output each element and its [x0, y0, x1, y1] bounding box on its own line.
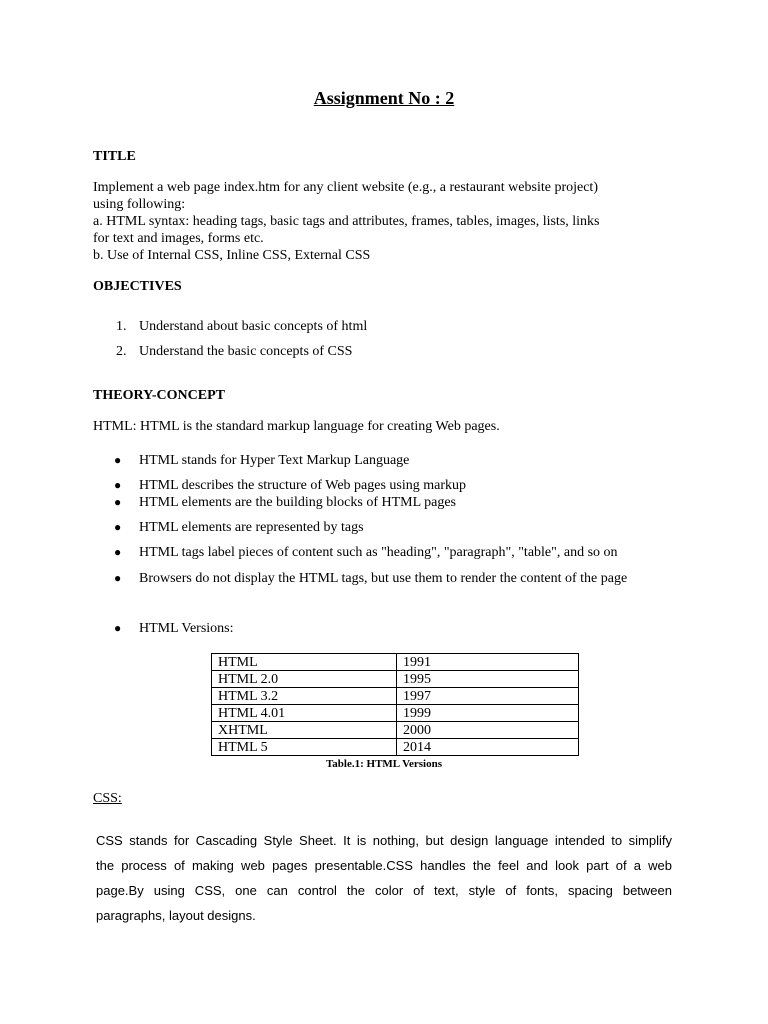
table-cell: HTML 3.2 [212, 688, 397, 705]
table-row [212, 671, 579, 688]
title-line: b. Use of Internal CSS, Inline CSS, External CSS [93, 248, 371, 263]
table-caption: Table.1: HTML Versions [325, 758, 443, 770]
bullet-icon: ● [114, 520, 122, 534]
bullet-icon: ● [114, 453, 122, 467]
objective-item [116, 343, 352, 360]
table-cell: HTML 5 [212, 739, 397, 756]
css-line: CSS stands for Cascading Style Sheet. It is nothing, but design language intended to simplify [96, 833, 672, 848]
title-line: a. HTML syntax: heading tags, basic tags and attributes, frames, tables, images, lists, links [93, 214, 600, 229]
table-cell: HTML [212, 654, 397, 671]
title-description [93, 179, 673, 264]
table-row [212, 688, 579, 705]
bullet-text: HTML tags label pieces of content such as "heading", "paragraph", "table", and so on [139, 545, 618, 560]
theory-heading: THEORY-CONCEPT [93, 388, 226, 403]
bullet-text: Browsers do not display the HTML tags, but use them to render the content of the page [139, 571, 628, 586]
objective-text: Understand about basic concepts of html [139, 319, 368, 334]
bullet-icon: ● [114, 621, 122, 635]
table-row [212, 705, 579, 722]
bullet-icon: ● [114, 495, 122, 509]
css-line: page.By using CSS, one can control the color of text, style of fonts, spacing between [96, 883, 672, 898]
table-row [212, 722, 579, 739]
bullet-text: HTML elements are the building blocks of HTML pages [139, 495, 456, 510]
objectives-heading: OBJECTIVES [93, 279, 182, 294]
table-cell: 1999 [397, 705, 579, 722]
table-cell: XHTML [212, 722, 397, 739]
css-line: paragraphs, layout designs. [96, 908, 256, 923]
bullet-text: HTML elements are represented by tags [139, 520, 364, 535]
css-paragraph [96, 828, 672, 928]
theory-intro: HTML: HTML is the standard markup language for creating Web pages. [93, 419, 500, 434]
assignment-title: Assignment No : 2 [313, 88, 455, 108]
title-heading: TITLE [93, 149, 136, 164]
objective-number: 1. [116, 319, 127, 334]
table-cell: 1995 [397, 671, 579, 688]
objective-number: 2. [116, 344, 127, 359]
title-line: using following: [93, 197, 186, 212]
table-cell: 2000 [397, 722, 579, 739]
bullet-icon: ● [114, 571, 122, 585]
title-line: Implement a web page index.htm for any client website (e.g., a restaurant website project) [93, 180, 598, 195]
table-row [212, 739, 579, 756]
bullet-text: HTML Versions: [139, 621, 234, 636]
css-heading: CSS: [93, 791, 122, 806]
table-cell: 1991 [397, 654, 579, 671]
bullet-text: HTML stands for Hyper Text Markup Language [139, 453, 410, 468]
objective-text: Understand the basic concepts of CSS [139, 344, 353, 359]
table-cell: 1997 [397, 688, 579, 705]
bullet-icon: ● [114, 545, 122, 559]
table-cell: 2014 [397, 739, 579, 756]
objective-item [116, 318, 367, 335]
css-line: the process of making web pages presentable.CSS handles the feel and look part of a web [96, 858, 672, 873]
html-versions-table [211, 653, 579, 756]
title-line: for text and images, forms etc. [93, 231, 264, 246]
table-cell: HTML 4.01 [212, 705, 397, 722]
table-row [212, 654, 579, 671]
bullet-text: HTML describes the structure of Web pages using markup [139, 478, 467, 493]
table-cell: HTML 2.0 [212, 671, 397, 688]
bullet-icon: ● [114, 478, 122, 492]
